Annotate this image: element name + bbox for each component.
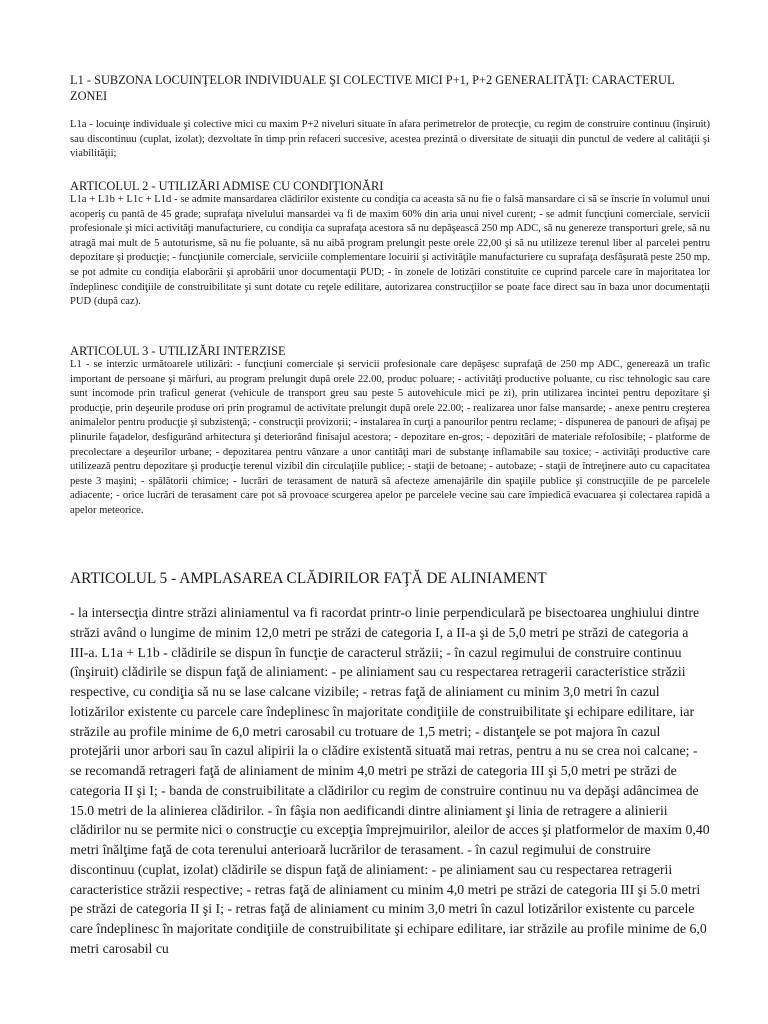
article-5-body: - la intersecţia dintre străzi aliniamentul va fi racordat printr-o linie perpendiculară pe bisectoarea unghiului dintre străzi având o lungime de minim 12,0 metri pe străzi de categoria I, a II-a şi de 5,0 metri pe străzi de categoria a III-a. L1a + L1b - clădirile se dispun în funcţie de caracterul străzii; - în cazul regimului de construire continuu (înşiruit) clădirile se dispun faţă de aliniament: - pe aliniament sau cu respectarea retragerii caracteristice străzii respective, cu condiţia să nu se lase calcane vizibile; - retras faţă de aliniament cu minim 3,0 metri în cazul lotizărilor existente cu parcele care îndeplinesc în majoritate condiţiile de construibilitate şi echipare edilitare, iar străzile au profile minime de 6,0 metri carosabil cu trotuare de 1,5 metri; - distanţele se pot majora în cazul protejării unor arbori sau în cazul alipirii la o clădire existentă situată mai retras, pentru a nu se crea noi calcane; - se recomandă retrageri faţă de aliniament de minim 4,0 metri pe străzi de categoria III şi 5,0 metri pe străzi de categoria II şi I; - banda de construibilitate a clădirilor cu regim de construire continuu nu va depăşi adâncimea de 15.0 metri de la alinierea clădirilor. - în fâşia non aedificandi dintre aliniament şi linia de retragere a alinierii clădirilor nu se permite nici o construcţie cu excepţia împrejmuirilor, aleilor de acces şi platformelor de maxim 0,40 metri înălţime faţă de cota terenului anterioară lucrărilor de terasament. - în cazul regimului de construire discontinuu (cuplat, izolat) clădirile se dispun faţă de aliniament: - pe aliniament sau cu respectarea retragerii caracteristice străzii respective; - retras faţă de aliniament cu minim 4,0 metri pe străzi de categoria III şi 5.0 metri pe străzi de categoria II şi I; - retras faţă de aliniament cu minim 3,0 metri în cazul lotizărilor existente cu parcele care îndeplinesc în majoritate condiţiile de construibilitate şi echipare edilitare, iar străzile au profile minime de 6,0 metri carosabil cu xyxy=(70,605,710,956)
article-5-title: ARTICOLUL 5 - AMPLASAREA CLĂDIRILOR FAŢĂ DE ALINIAMENT xyxy=(70,570,547,587)
article-3-title: ARTICOLUL 3 - UTILIZĂRI INTERZISE xyxy=(70,344,286,358)
article-3-body: L1 - se interzic următoarele utilizări: - funcţiuni comerciale şi servicii profesionale care depăşesc suprafaţă de 250 mp ADC, generează un trafic important de persoane şi mărfuri, au program prelungit după orele 22.00, produc poluare; - activităţi productive poluante, cu risc tehnologic sau care sunt incomode prin traficul generat (vehicule de transport greu sau peste 5 autovehicule mici pe zi), prin utilizarea incintei pentru depozitare şi producţie, prin deşeurile produse ori prin programul de activitate prelungit după orele 22.00; - realizarea unor false mansarde; - anexe pentru creşterea animalelor pentru producţie şi subzistenţă; - construcţii provizorii; - instalarea în curţi a panourilor pentru reclame; - dispunerea de panouri de afişaj pe plinurile faţadelor, desfigurând arhitectura şi deteriorând finisajul acestora; - depozitare en-gros; - depozitări de materiale refolosibile; - platforme de precolectare a deşeurilor urbane; - depozitarea pentru vânzare a unor cantităţi mari de substanţe inflamabile sau toxice; - activităţi productive care utilizează pentru depozitare şi producţie terenul vizibil din circulaţiile publice; - staţii de betoane; - autobaze; - staţii de întreţinere auto cu capacitatea peste 3 maşini; - spălătorii chimice; - lucrări de terasament de natură să afecteze amenajările din spaţiile publice şi construcţiile de pe parcelele adiacente; - orice lucrări de terasament care pot să provoace scurgerea apelor pe parcelele vecine sau care împiedică evacuarea şi colectarea rapidă a apelor meteorice. xyxy=(70,359,710,516)
intro-paragraph: L1a - locuinţe individuale şi colective mici cu maxim P+2 niveluri situate în afara perimetrelor de protecţie, cu regim de construire continuu (înşiruit) sau discontinuu (cuplat, izolat); dezvoltate în timp prin refaceri succesive, acestea prezintă o diversitate de situaţii din punctul de vedere al calităţii şi viabilităţii; xyxy=(70,119,710,160)
article-2-title: ARTICOLUL 2 - UTILIZĂRI ADMISE CU CONDIŢIONĂRI xyxy=(70,179,384,193)
zone-heading: L1 - SUBZONA LOCUINŢELOR INDIVIDUALE ŞI COLECTIVE MICI P+1, P+2 GENERALITĂŢI: CARACTERUL ZONEI xyxy=(70,73,675,103)
article-2-body: L1a + L1b + L1c + L1d - se admite mansardarea clădirilor existente cu condiţia ca aceasta să nu fie o falsă mansardare ci să se înscrie în volumul unui acoperiş cu pantă de 45 grade; suprafaţa nivelului mansardei va fi de maxim 60% din aria unui nivel curent; - se admit funcţiuni comerciale, servicii profesionale şi mici activităţi manufacturiere, cu condiţia ca suprafaţa acestora să nu depăşească 250 mp ADC, să nu genereze transporturi grele, să nu atragă mai mult de 5 autoturisme, să nu fie poluante, să nu aibă program prelungit peste orele 22,00 şi să nu utilizeze terenul liber al parcelei pentru depozitare şi producţie; - funcţiunile comerciale, serviciile complementare locuirii şi activităţile manufacturiere cu suprafaţa desfăşurată peste 250 mp. se pot admite cu condiţia elaborării şi aprobării unor documentaţii PUD; - în zonele de lotizări constituite ce cuprind parcele care în majoritatea lor îndeplinesc condiţiile de construibilitate şi sunt dotate cu reţele edilitare, autorizarea construcţiilor se poate face direct sau în baza unor documentaţii PUD (după caz). xyxy=(70,194,710,308)
